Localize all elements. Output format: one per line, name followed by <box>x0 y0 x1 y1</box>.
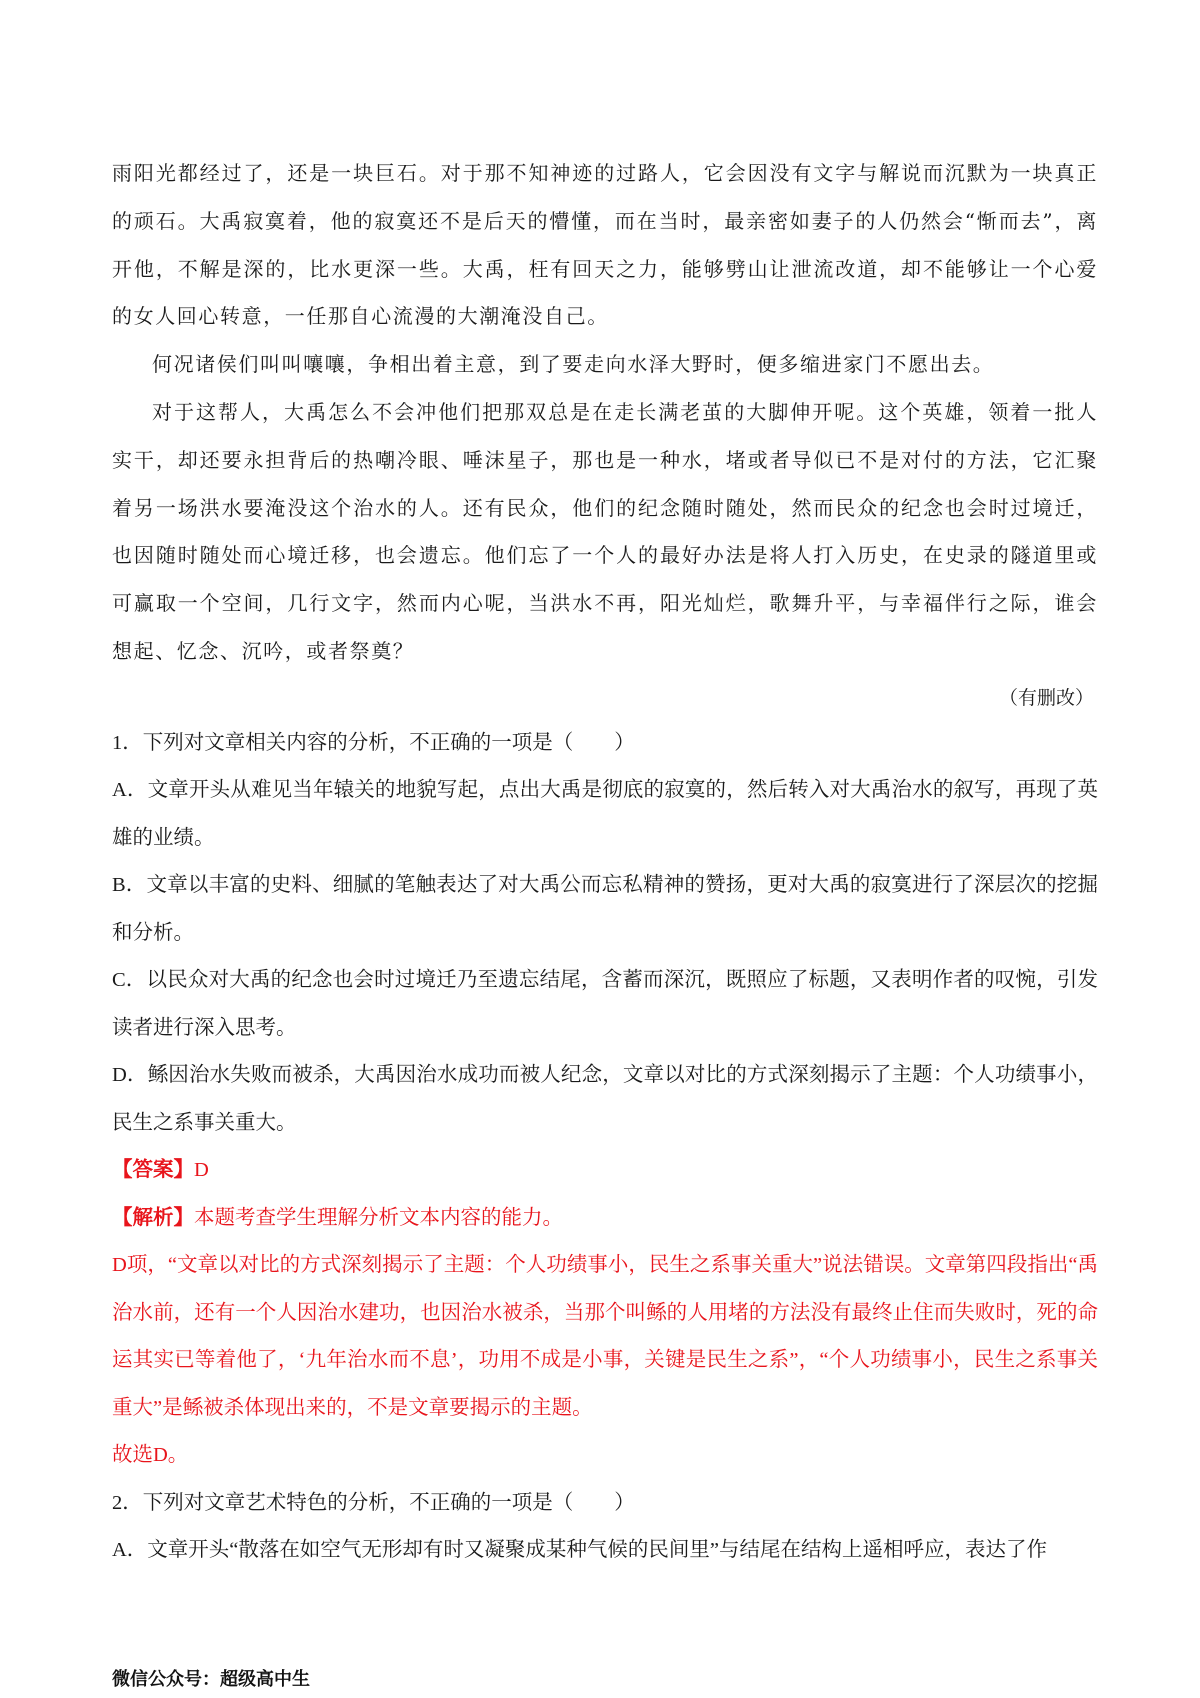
question-2-stem: 2．下列对文章艺术特色的分析，不正确的一项是（ ） <box>112 1491 635 1514</box>
question-1-analysis <box>112 1195 1098 1243</box>
footer-wechat-account: 微信公众号：超级高中生 <box>112 1669 310 1690</box>
passage-credit: （有删改） <box>998 686 1094 709</box>
question-1-answer <box>112 1147 1098 1195</box>
passage-paragraph-2: 何况诸侯们叫叫嚷嚷，争相出着主意，到了要走向水泽大野时，便多缩进家门不愿出去。 <box>152 352 995 377</box>
analysis-intro: 本题考查学生理解分析文本内容的能力。 <box>194 1206 563 1229</box>
question-2-option-a: A．文章开头“散落在如空气无形却有时又凝聚成某种气候的民间里”与结尾在结构上遥相呼应，表达了作 <box>112 1539 1047 1562</box>
question-1-option-d: D．鲧因治水失败而被杀，大禹因治水成功而被人纪念，文章以对比的方式深刻揭示了主题：个人功绩事小，民生之系事关重大。 <box>112 1064 1098 1134</box>
question-1-analysis-detail: D项，“文章以对比的方式深刻揭示了主题：个人功绩事小，民生之系事关重大”说法错误。文章第四段指出“禹治水前，还有一个人因治水建功，也因治水被杀，当那个叫鲧的人用堵的方法没有最终止住而失败时，死的命运其实已等着他了，‘九年治水而不息’，功用不成是小事，关键是民生之系”，“个人功绩事小，民生之系事关重大”是鲧被杀体现出来的，不是文章要揭示的主题。 <box>112 1254 1098 1419</box>
page-content <box>112 150 1098 1575</box>
question-1-option-b: B．文章以丰富的史料、细腻的笔触表达了对大禹公而忘私精神的赞扬，更对大禹的寂寞进行了深层次的挖掘和分析。 <box>112 874 1098 944</box>
question-1-option-c: C．以民众对大禹的纪念也会时过境迁乃至遗忘结尾，含蓄而深沉，既照应了标题，又表明作者的叹惋，引发读者进行深入思考。 <box>112 969 1098 1039</box>
question-1-stem: 1．下列对文章相关内容的分析，不正确的一项是（ ） <box>112 731 635 754</box>
question-1-conclusion: 故选D。 <box>112 1444 189 1467</box>
question-1-option-a: A．文章开头从难见当年辕关的地貌写起，点出大禹是彻底的寂寞的，然后转入对大禹治水的叙写，再现了英雄的业绩。 <box>112 779 1098 849</box>
answer-label: 【答案】 <box>112 1159 194 1182</box>
analysis-label: 【解析】 <box>112 1206 194 1229</box>
passage-paragraph-1: 雨阳光都经过了，还是一块巨石。对于那不知神迹的过路人，它会因没有文字与解说而沉默为一块真正的顽石。大禹寂寞着，他的寂寞还不是后天的懵懂，而在当时，最亲密如妻子的人仍然会“惭而去”，离开他，不解是深的，比水更深一些。大禹，枉有回天之力，能够劈山让泄流改道，却不能够让一个心爱的女人回心转意，一任那自心流漫的大潮淹没自己。 <box>112 161 1098 329</box>
answer-value: D <box>194 1159 209 1182</box>
passage-paragraph-3: 对于这帮人，大禹怎么不会冲他们把那双总是在走长满老茧的大脚伸开呢。这个英雄，领着一批人实干，却还要永担背后的热嘲冷眼、唾沫星子，那也是一种水，堵或者导似已不是对付的方法，它汇聚着另一场洪水要淹没这个治水的人。还有民众，他们的纪念随时随处，然而民众的纪念也会时过境迁，也因随时随处而心境迁移，也会遗忘。他们忘了一个人的最好办法是将人打入历史，在史录的隧道里或可赢取一个空间，几行文字，然而内心呢，当洪水不再，阳光灿烂，歌舞升平，与幸福伴行之际，谁会想起、忆念、沉吟，或者祭奠？ <box>112 399 1098 663</box>
